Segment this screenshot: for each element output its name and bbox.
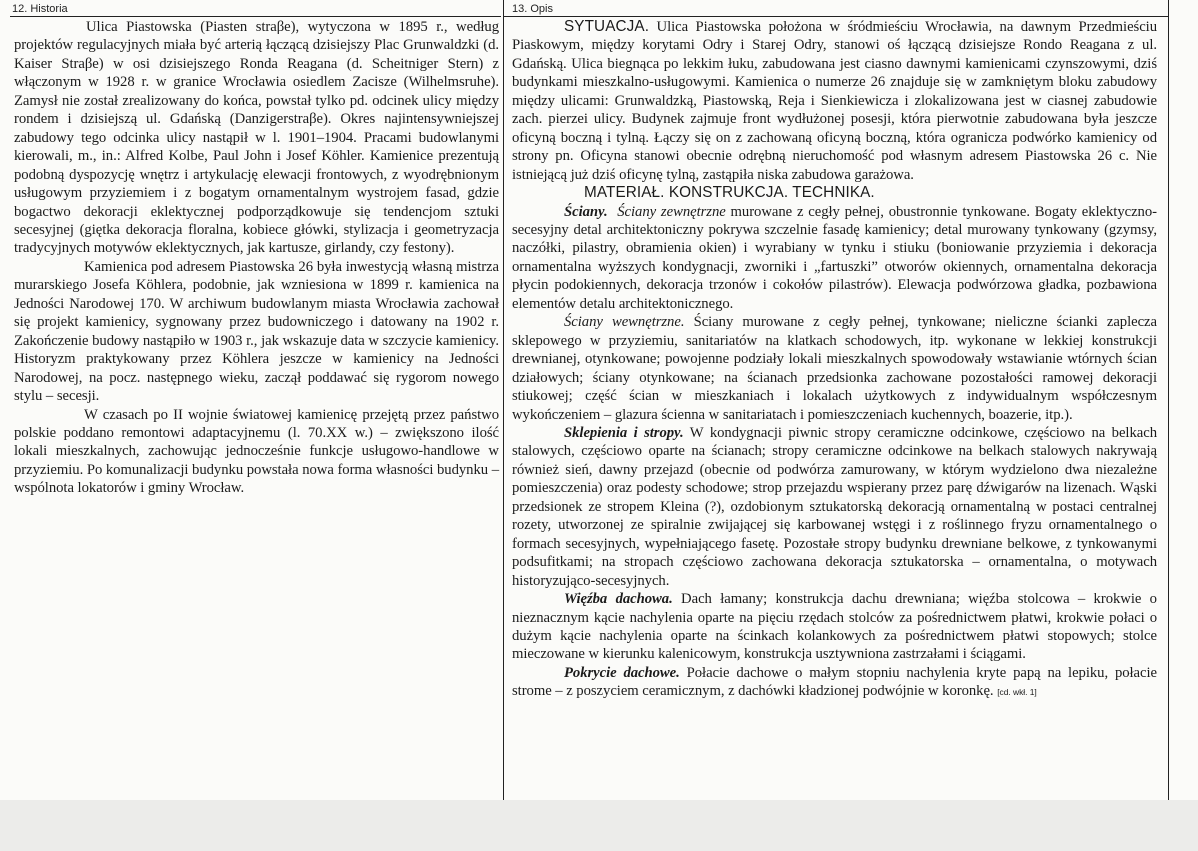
sklepienia-heading: Sklepienia i stropy. [564, 424, 684, 441]
top-rule-right [504, 16, 1168, 17]
sytuacja-heading: SYTUACJA. [564, 18, 650, 35]
continued-reference: [cd. wkł. 1] [997, 687, 1037, 698]
wiezba-paragraph [512, 590, 1157, 664]
historia-paragraph: Kamienica pod adresem Piastowska 26 była inwestycją własną mistrza murarskiego Josefa Köhlera, podobnie, jak wzniesiona w 1899 r. kamienica na Jedności Narodowej 170. W archiwum budowlanym miasta Wrocławia zachował się projekt kamienicy, sygnowany przez budowniczego i datowany na 1902 r. Zakończenie budowy nastąpiło w 1903 r., jak wskazuje data w szczycie kamienicy. Historyzm praktykowany przez Köhlera jeszcze w kamienicy na Jedności Narodowej, na pocz. następnego wieku, zaczął poddawać się rygorom nowego stylu – secesji. [14, 258, 499, 405]
historia-paragraph: Ulica Piastowska (Piasten straβe), wytyczona w 1895 r., według projektów regulacyjnych miała być arterią łączącą dzisiejszy Plac Grunwaldzki (d. Kaiser Straβe) w osi dzisiejszego Ronda Reagana (d. Scheitniger Stern) z włączonym w 1928 r. w granice Wrocławia osiedlem Zacisze (Wilhelmsruhe). Zamysł nie został zrealizowany do końca, powstał tylko pd. odcinek ulicy między rondem i dzisiejszą ul. Gdańską (Danzigerstraβe). Okres najintensywniejszej zabudowy tego odcinka ulicy nastąpił w l. 1901–1904. Pracami budowlanymi kierowali, m., in.: Alfred Kolbe, Paul John i Josef Köhler. Kamienice prezentują podobną dyspozycję wnętrz i artykulację elewacji frontowych, z wyodrębnionym usługowym przyziemiem i z bogatym ornamentalnym wystrojem fasad, gdzie bogactwo dekoracji eklektycznej podporządkowuje się tendencjom sztuki secesyjnej (giętka dekoracja floralna, kobiece główki, stylizacja i geometryzacja tradycyjnych motywów eklektycznych, jak kartusze, girlandy, czy festony). [14, 19, 499, 257]
sciany-zewnetrzne-paragraph [512, 203, 1157, 314]
sklepienia-paragraph [512, 424, 1157, 590]
sytuacja-paragraph [512, 18, 1157, 184]
top-rule-left [10, 16, 501, 17]
pokrycie-paragraph [512, 664, 1157, 702]
pokrycie-text: Połacie dachowe o małym stopniu nachylenia kryte papą na lepiku, połacie strome – z poszyciem ceramicznym, z dachówki kładzionej podwójnie w koronkę. [512, 664, 1157, 700]
sklepienia-text: W kondygnacji piwnic stropy ceramiczne odcinkowe, częściowo na belkach stalowych, częściowo oparte na ścianach; stropy ceramiczne odcinkowe na belkach stalowych nakrywają również sień, dawny przejazd (obecnie od podwórza zamurowany, w którym wydzielono dwa niezależne pomieszczenia) oraz podesty schodowe; strop przejazdu wspierany przez parę dźwigarów na lizenach. Wąski przedsionek ze stropem Kleina (?), ozdobionym sztukatorską dekoracją ornamentalną w postaci centralnej rozety, utworzonej ze spiralnie zwijającej się karbowanej wstęgi i z roślinnego fryzu ornamentalnego o formach secesyjnych, wypełniającego fasetę. Pozostałe stropy budynku drewniane belkowe, z tynkowanymi podsufitkami; na stropach częściowo zachowana dekoracja sztukatorska – ornamentalna, o motywach historyzująco-secesyjnych. [512, 424, 1157, 589]
pokrycie-heading: Pokrycie dachowe. [564, 664, 680, 681]
historia-paragraph: W czasach po II wojnie światowej kamienicę przejętą przez państwo polskie poddano remontowi adaptacyjnemu (l. 70.XX w.) – zwiększono ilość lokali mieszkalnych, zachowując jednocześnie funkcje usługowo-handlowe w przyziemiu. Po komunalizacji budynku powstała nowa forma własności budynku – wspólnota lokatorów i gminy Wrocław. [14, 406, 499, 497]
historia-column [14, 18, 499, 498]
sciany-zewnetrzne-text: murowane z cegły pełnej, obustronnie tynkowane. Bogaty eklektyczno-secesyjny detal architektoniczny pokrywa szczelnie fasadę kamienicy; detal murowany tynkowany (gzymsy, naczółki, pilastry, obramienia okien) i wyrabiany w tynku i stiuku (boniowanie przyziemia i dekoracja ornamentalna wyższych kondygnacji, zworniki i „fartuszki” otworów okiennych, ornamentalna dekoracja płycin podokiennych, dekoracja trzonów i cokołów pilastrów). Elewacja podwórzowa gładka, pozbawiona elementów detalu architektonicznego. [512, 203, 1157, 312]
sytuacja-text: Ulica Piastowska położona w śródmieściu Wrocławia, na dawnym Przedmieściu Piaskowym, między korytami Odry i Starej Odry, stanowi oś łączącą dzisiejsze Rondo Reagana z ul. Gdańską. Ulica biegnąca po lekkim łuku, zabudowana jest ciasno dawnymi kamienicami czynszowymi, dziś budynkami mieszkalno-usługowymi. Kamienica o numerze 26 znajduje się w zamkniętym bloku zabudowy między ulicami: Grunwaldzką, Piastowską, Reja i Sienkiewicza i zlokalizowana jest w ciasnej zabudowie zach. pierzei ulicy. Budynek zajmuje front wydłużonej posesji, która pierwotnie zabudowana była jeszcze oficyną boczną i tylną. Łączy się on z zachowaną oficyną boczną, która ogranicza podwórko kamienicy od strony pn. Oficyna stanowi obecnie odrębną nieruchomość pod własnym adresem Piastowska 26 c. Nie istniejącą już dziś oficynę tylną, zastąpiła niska zabudowa garażowa. [512, 19, 1157, 183]
section-label-opis: 13. Opis [512, 3, 553, 15]
column-divider [503, 0, 504, 800]
material-heading: MATERIAŁ. KONSTRUKCJA. TECHNIKA. [584, 184, 875, 202]
wiezba-heading: Więźba dachowa. [564, 591, 673, 608]
page-margin-bottom [0, 800, 1198, 851]
sciany-wewnetrzne-text: Ściany murowane z cegły pełnej, tynkowane; nieliczne ścianki zaplecza sklepowego w przyziemiu, sanitariatów na klatkach schodowych, itp. wykonane w lekkiej konstrukcji drewnianej, otynkowane; powojenne podziały lokali mieszkalnych spowodowały wstawianie wtórnych ścian działowych; ściany otynkowane; na ścianach przedsionka zachowane pozostałości ramowej dekoracji stiukowej; część ścian w mieszkaniach i lokalach użytkowych z indywidualnym współczesnym wykończeniem – glazura ścienna w sanitariatach i pomieszczeniach kuchennych, boazerie, itp.). [512, 314, 1157, 423]
sciany-heading: Ściany. [564, 203, 608, 220]
right-frame-line [1168, 0, 1169, 800]
sciany-wewnetrzne-heading: Ściany wewnętrzne. [564, 314, 685, 331]
sciany-wewnetrzne-paragraph [512, 313, 1157, 424]
opis-column [512, 18, 1157, 702]
wiezba-text: Dach łamany; konstrukcja dachu drewniana; więźba stolcowa – krokwie o nieznacznym kącie nachylenia oparte na pięciu rzędach stolców za pośrednictwem płatwi, krokwie połaci o dużym kącie nachylenia oparte na ścinkach kolankowych za pośrednictwem płatwi stopowych; stolce mieczowane w kierunku kalenicowym, konstrukcja usztywniona zastrzałami i ściągami. [512, 591, 1157, 663]
section-label-historia: 12. Historia [12, 3, 68, 15]
material-heading-line [512, 184, 1157, 202]
sciany-zewnetrzne-heading: Ściany zewnętrzne [617, 203, 726, 220]
